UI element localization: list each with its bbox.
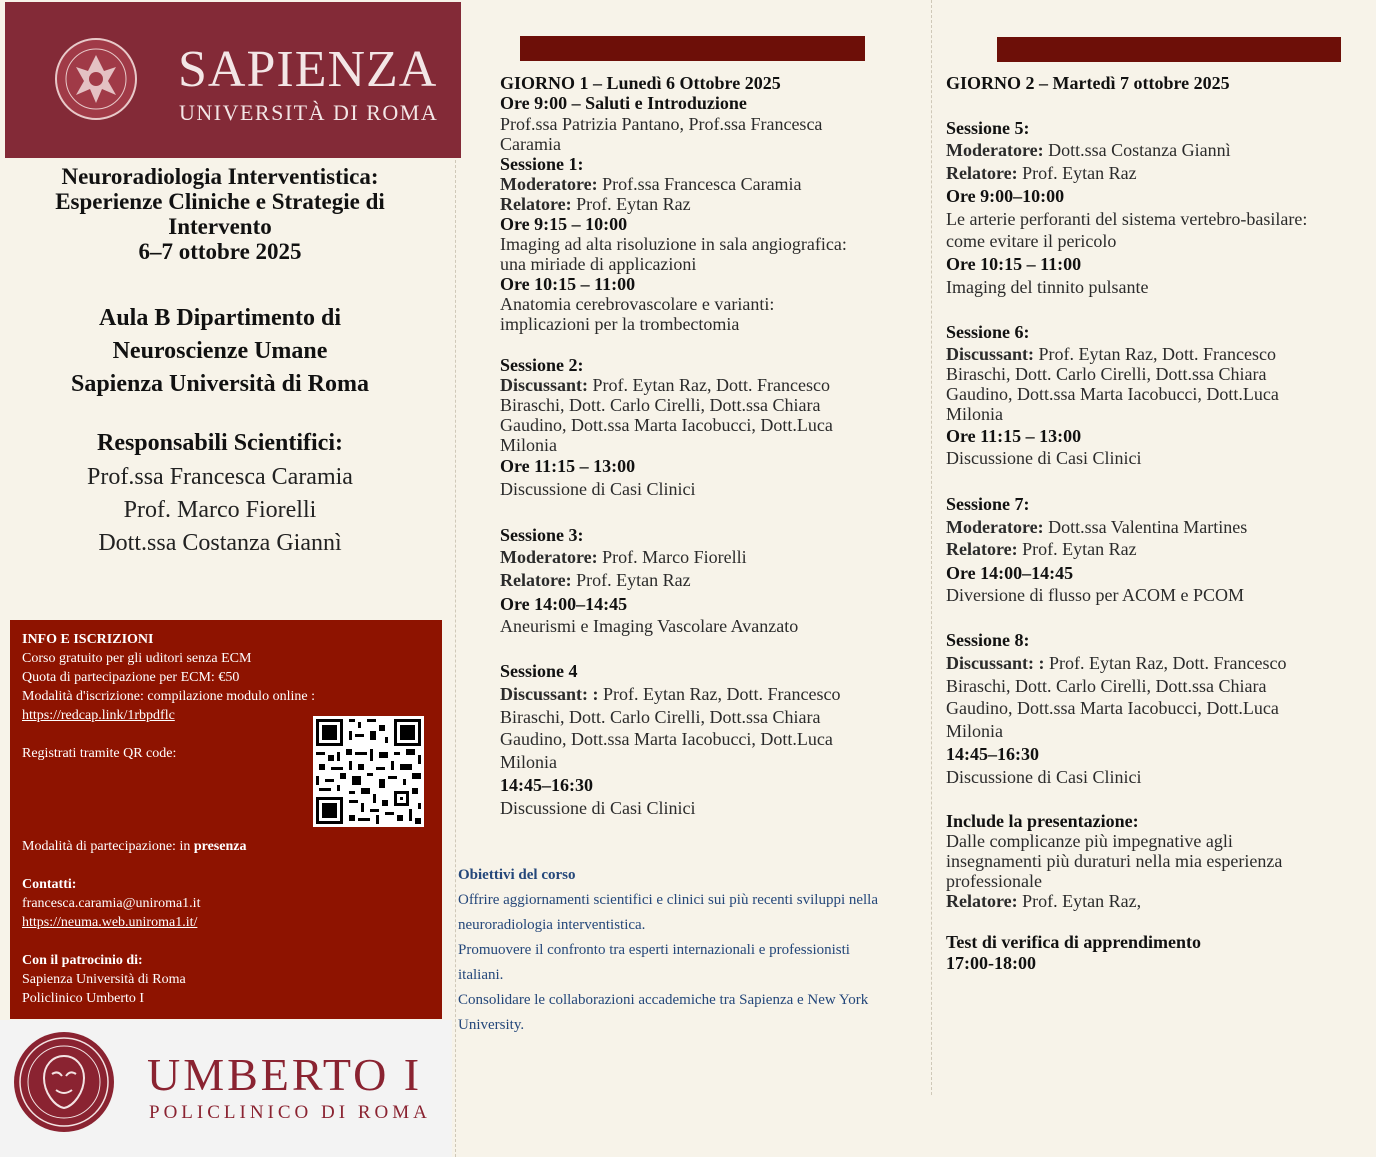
objective-line: University. bbox=[458, 1017, 525, 1033]
talk-title: implicazioni per la trombectomia bbox=[500, 314, 740, 334]
info-heading: INFO E ISCRIZIONI bbox=[22, 632, 154, 647]
objective-line: Offrire aggiornamenti scientifici e clinici sui più recenti sviluppi nella bbox=[458, 892, 879, 908]
column-divider bbox=[455, 160, 456, 1157]
talk-title: Anatomia cerebrovascolare e varianti: bbox=[500, 294, 775, 314]
session-title: Sessione 6: bbox=[946, 322, 1030, 342]
session-discussants: Discussant: Prof. Eytan Raz, Dott. Francesco bbox=[946, 344, 1276, 364]
session-time: Ore 9:00–10:00 bbox=[946, 186, 1065, 206]
talk-title: Aneurismi e Imaging Vascolare Avanzato bbox=[500, 616, 799, 636]
objectives-heading: Obiettivi del corso bbox=[458, 867, 576, 883]
course-title-line: Intervento bbox=[168, 214, 272, 239]
responsabile-name: Prof.ssa Francesca Caramia bbox=[87, 464, 353, 490]
venue-line: Neuroscienze Umane bbox=[112, 338, 328, 364]
session-discussants: Discussant: Prof. Eytan Raz, Dott. Francesco bbox=[500, 375, 830, 395]
presentation-speaker: Relatore: Prof. Eytan Raz, bbox=[946, 891, 1142, 911]
presentation-title: insegnamenti più duraturi nella mia esperienza bbox=[946, 851, 1283, 871]
session-title: Sessione 7: bbox=[946, 494, 1030, 514]
patronage-heading: Con il patrocinio di: bbox=[22, 953, 143, 968]
contact-email[interactable]: francesca.caramia@uniroma1.it bbox=[22, 896, 201, 911]
session-time: Ore 9:15 – 10:00 bbox=[500, 214, 628, 234]
session-discussants: Gaudino, Dott.ssa Marta Iacobucci, Dott.Luca bbox=[946, 384, 1279, 404]
session-speaker: Relatore: Prof. Eytan Raz bbox=[946, 163, 1137, 183]
talk-title: una miriade di applicazioni bbox=[500, 254, 697, 274]
course-objectives bbox=[458, 863, 946, 1038]
course-dates: 6–7 ottobre 2025 bbox=[138, 239, 302, 264]
session-discussants: Gaudino, Dott.ssa Marta Iacobucci, Dott.Luca bbox=[946, 698, 1279, 718]
talk-title: Discussione di Casi Clinici bbox=[500, 798, 696, 818]
patronage-item: Sapienza Università di Roma bbox=[22, 972, 186, 987]
test-heading: Test di verifica di apprendimento bbox=[946, 932, 1202, 952]
responsabile-name: Prof. Marco Fiorelli bbox=[123, 497, 317, 523]
policlinico-seal-icon bbox=[12, 1030, 116, 1134]
session-moderator: Moderatore: Dott.ssa Costanza Giannì bbox=[946, 140, 1231, 160]
registration-link[interactable]: https://redcap.link/1rbpdflc bbox=[22, 708, 175, 723]
session-title: Sessione 3: bbox=[500, 525, 584, 545]
session-title: Sessione 5: bbox=[946, 118, 1030, 138]
presentation-title: professionale bbox=[946, 871, 1042, 891]
session-time: Ore 11:15 – 13:00 bbox=[946, 426, 1082, 446]
session-discussants: Biraschi, Dott. Carlo Cirelli, Dott.ssa Chiara bbox=[946, 364, 1267, 384]
session-moderator: Moderatore: Prof.ssa Francesca Caramia bbox=[500, 174, 802, 194]
talk-title: Discussione di Casi Clinici bbox=[946, 448, 1142, 468]
day1-heading: GIORNO 1 – Lunedì 6 Ottobre 2025 bbox=[500, 73, 781, 93]
day2-header-bar bbox=[997, 37, 1341, 62]
info-line: Corso gratuito per gli uditori senza ECM bbox=[22, 651, 252, 666]
presentation-title: Dalle complicanze più impegnative agli bbox=[946, 831, 1233, 851]
session-discussants: Gaudino, Dott.ssa Marta Iacobucci, Dott.Luca bbox=[500, 729, 833, 749]
session-time: Ore 14:00–14:45 bbox=[500, 594, 628, 614]
talk-title: Diversione di flusso per ACOM e PCOM bbox=[946, 585, 1244, 605]
session-moderator: Moderatore: Dott.ssa Valentina Martines bbox=[946, 517, 1248, 537]
session-discussants: Biraschi, Dott. Carlo Cirelli, Dott.ssa Chiara bbox=[500, 395, 821, 415]
session-discussants: Discussant: : Prof. Eytan Raz, Dott. Francesco bbox=[500, 684, 841, 704]
session-speaker: Relatore: Prof. Eytan Raz bbox=[500, 194, 691, 214]
session-time: Ore 14:00–14:45 bbox=[946, 563, 1074, 583]
course-title bbox=[8, 164, 432, 264]
session-title: Sessione 1: bbox=[500, 154, 584, 174]
session-title: Sessione 4 bbox=[500, 661, 578, 681]
session-time: 14:45–16:30 bbox=[500, 775, 593, 795]
talk-title: Imaging del tinnito pulsante bbox=[946, 277, 1149, 297]
registration-qr-code[interactable] bbox=[313, 716, 424, 827]
responsabili-list bbox=[8, 461, 432, 560]
intro-time: Ore 9:00 – Saluti e Introduzione bbox=[500, 93, 747, 113]
talk-title: Discussione di Casi Clinici bbox=[500, 479, 696, 499]
responsabile-name: Dott.ssa Costanza Giannì bbox=[98, 530, 342, 556]
talk-title: come evitare il pericolo bbox=[946, 231, 1117, 251]
session-title: Sessione 2: bbox=[500, 355, 584, 375]
session-time: 14:45–16:30 bbox=[946, 744, 1039, 764]
university-subtitle: UNIVERSITÀ DI ROMA bbox=[179, 100, 439, 125]
talk-title: Discussione di Casi Clinici bbox=[946, 767, 1142, 787]
objective-line: Consolidare le collaborazioni accademiche tra Sapienza e New York bbox=[458, 992, 869, 1008]
participation-mode: Modalità di partecipazione: in presenza bbox=[22, 839, 247, 854]
day2-heading: GIORNO 2 – Martedì 7 ottobre 2025 bbox=[946, 73, 1230, 93]
venue-line: Aula B Dipartimento di bbox=[98, 305, 341, 331]
session-discussants: Discussant: : Prof. Eytan Raz, Dott. Francesco bbox=[946, 653, 1287, 673]
session-time: Ore 10:15 – 11:00 bbox=[946, 254, 1082, 274]
sapienza-seal-icon bbox=[54, 37, 138, 121]
patronage-item: Policlinico Umberto I bbox=[22, 991, 145, 1006]
venue bbox=[8, 302, 432, 401]
session-title: Sessione 8: bbox=[946, 630, 1030, 650]
qr-caption: Registrati tramite QR code: bbox=[22, 746, 177, 761]
session-time: Ore 10:15 – 11:00 bbox=[500, 274, 636, 294]
session-speaker: Relatore: Prof. Eytan Raz bbox=[500, 570, 691, 590]
university-name: SAPIENZA bbox=[178, 41, 438, 98]
intro-speakers: Prof.ssa Patrizia Pantano, Prof.ssa Francesca bbox=[500, 114, 823, 134]
session-discussants: Biraschi, Dott. Carlo Cirelli, Dott.ssa Chiara bbox=[946, 676, 1267, 696]
talk-title: Imaging ad alta risoluzione in sala angiografica: bbox=[500, 234, 847, 254]
session-time: Ore 11:15 – 13:00 bbox=[500, 456, 636, 476]
info-registration-box bbox=[10, 620, 442, 1019]
contact-website-link[interactable]: https://neuma.web.uniroma1.it/ bbox=[22, 915, 198, 930]
session-discussants: Milonia bbox=[500, 435, 557, 455]
objective-line: italiani. bbox=[458, 967, 504, 983]
policlinico-name: UMBERTO I bbox=[147, 1049, 423, 1100]
day1-header-bar bbox=[520, 36, 865, 61]
objective-line: Promuovere il confronto tra esperti internazionali e professionisti bbox=[458, 942, 850, 958]
session-discussants: Gaudino, Dott.ssa Marta Iacobucci, Dott.Luca bbox=[500, 415, 833, 435]
course-title-line: Neuroradiologia Interventistica: bbox=[61, 164, 379, 189]
session-discussants: Milonia bbox=[500, 752, 557, 772]
presentation-heading: Include la presentazione: bbox=[946, 811, 1139, 831]
contacts-heading: Contatti: bbox=[22, 877, 77, 892]
session-speaker: Relatore: Prof. Eytan Raz bbox=[946, 539, 1137, 559]
policlinico-subtitle: POLICLINICO DI ROMA bbox=[149, 1102, 431, 1123]
objective-line: neuroradiologia interventistica. bbox=[458, 917, 646, 933]
responsabili-heading: Responsabili Scientifici: bbox=[96, 430, 343, 456]
session-discussants: Milonia bbox=[946, 721, 1003, 741]
session-moderator: Moderatore: Prof. Marco Fiorelli bbox=[500, 547, 747, 567]
test-time: 17:00-18:00 bbox=[946, 953, 1036, 973]
info-line: Modalità d'iscrizione: compilazione modulo online : bbox=[22, 689, 315, 704]
info-line: Quota di partecipazione per ECM: €50 bbox=[22, 670, 240, 685]
session-discussants: Milonia bbox=[946, 404, 1003, 424]
venue-line: Sapienza Università di Roma bbox=[70, 371, 369, 397]
talk-title: Le arterie perforanti del sistema vertebro-basilare: bbox=[946, 209, 1308, 229]
course-title-line: Esperienze Cliniche e Strategie di bbox=[55, 189, 385, 214]
session-discussants: Biraschi, Dott. Carlo Cirelli, Dott.ssa Chiara bbox=[500, 707, 821, 727]
intro-speakers: Caramia bbox=[500, 134, 561, 154]
